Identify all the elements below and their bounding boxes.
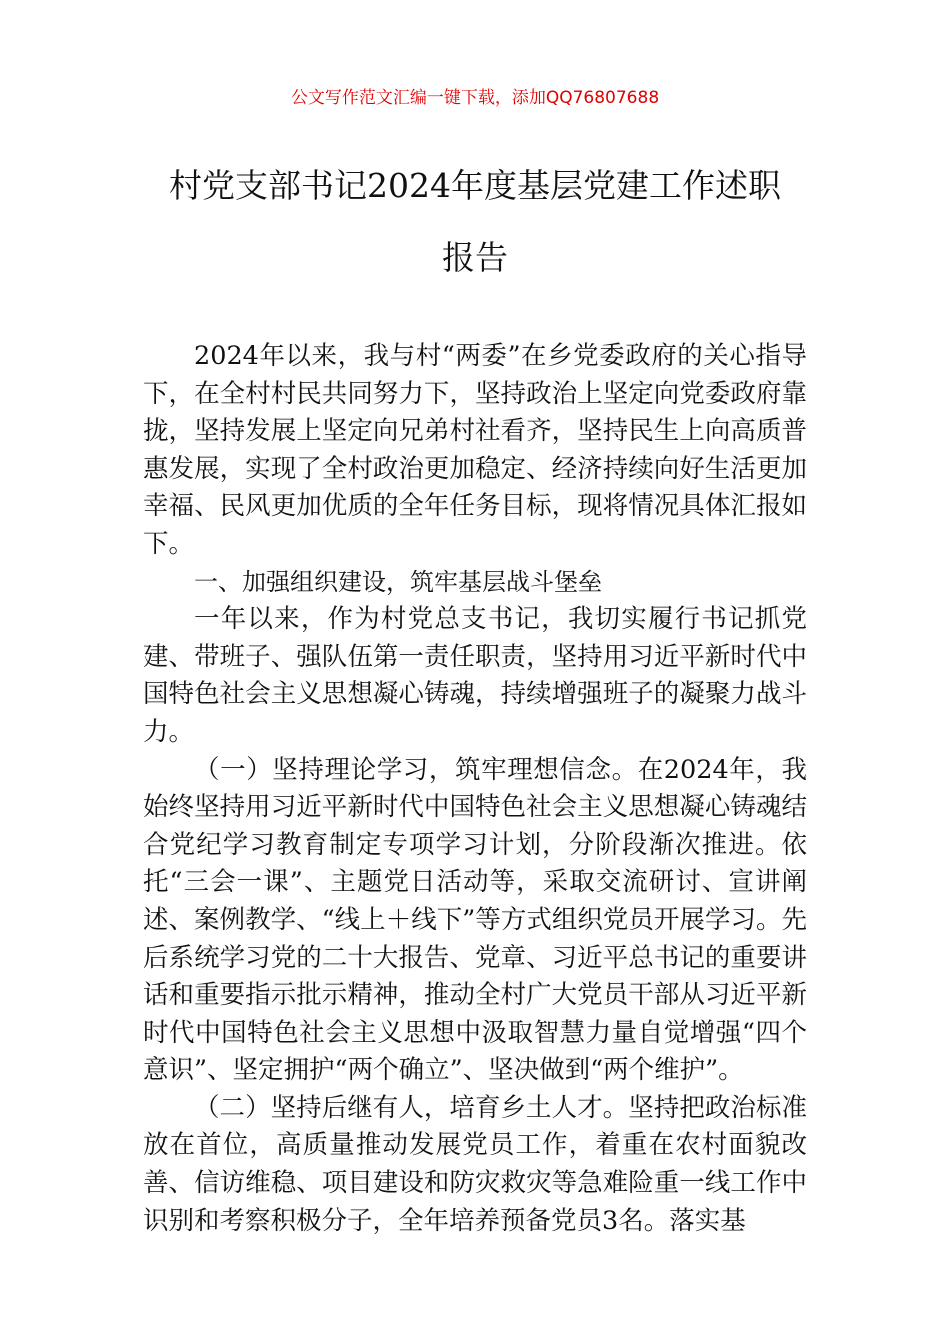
body-paragraph: （二）坚持后继有人，培育乡土人才。坚持把政治标准放在首位，高质量推动发展党员工作，着重在农村面貌改善、信访维稳、项目建设和防灾救灾等急难险重一线工作中识别和考察积极分子，全年培养预备党员3名。落实基 xyxy=(143,1092,807,1236)
watermark-text: 公文写作范文汇编一键下载，添加QQ76807688 xyxy=(290,88,660,108)
title-line-1: 村党支部书记2024年度基层党建工作述职 xyxy=(169,166,781,205)
intro-paragraph: 2024年以来，我与村“两委”在乡党委政府的关心指导下，在全村村民共同努力下，坚持政治上坚定向党委政府靠拢，坚持发展上坚定向兄弟村社看齐，坚持民生上向高质普惠发展，实现了全村政治更加稳定、经济持续向好生活更加幸福、民风更加优质的全年任务目标，现将情况具体汇报如下。 xyxy=(143,341,807,559)
body-paragraph: （一）坚持理论学习，筑牢理想信念。在2024年，我始终坚持用习近平新时代中国特色社会主义思想凝心铸魂结合党纪学习教育制定专项学习计划，分阶段渐次推进。依托“三会一课”、主题党日活动等，采取交流研讨、宣讲阐述、案例教学、“线上＋线下”等方式组织党员开展学习。先后系统学习党的二十大报告、党章、习近平总书记的重要讲话和重要指示批示精神，推动全村广大党员干部从习近平新时代中国特色社会主义思想中汲取智慧力量自觉增强“四个意识”、坚定拥护“两个确立”、坚决做到“两个维护”。 xyxy=(143,754,807,1086)
section-heading: 一、加强组织建设，筑牢基层战斗堡垒 xyxy=(194,567,602,596)
body-paragraph: 一年以来，作为村党总支书记，我切实履行书记抓党建、带班子、强队伍第一责任职责，坚持用习近平新时代中国特色社会主义思想凝心铸魂，持续增强班子的凝聚力战斗力。 xyxy=(143,604,807,747)
title-line-2: 报告 xyxy=(442,238,508,277)
document-body xyxy=(143,338,807,1240)
document-title xyxy=(130,150,820,294)
